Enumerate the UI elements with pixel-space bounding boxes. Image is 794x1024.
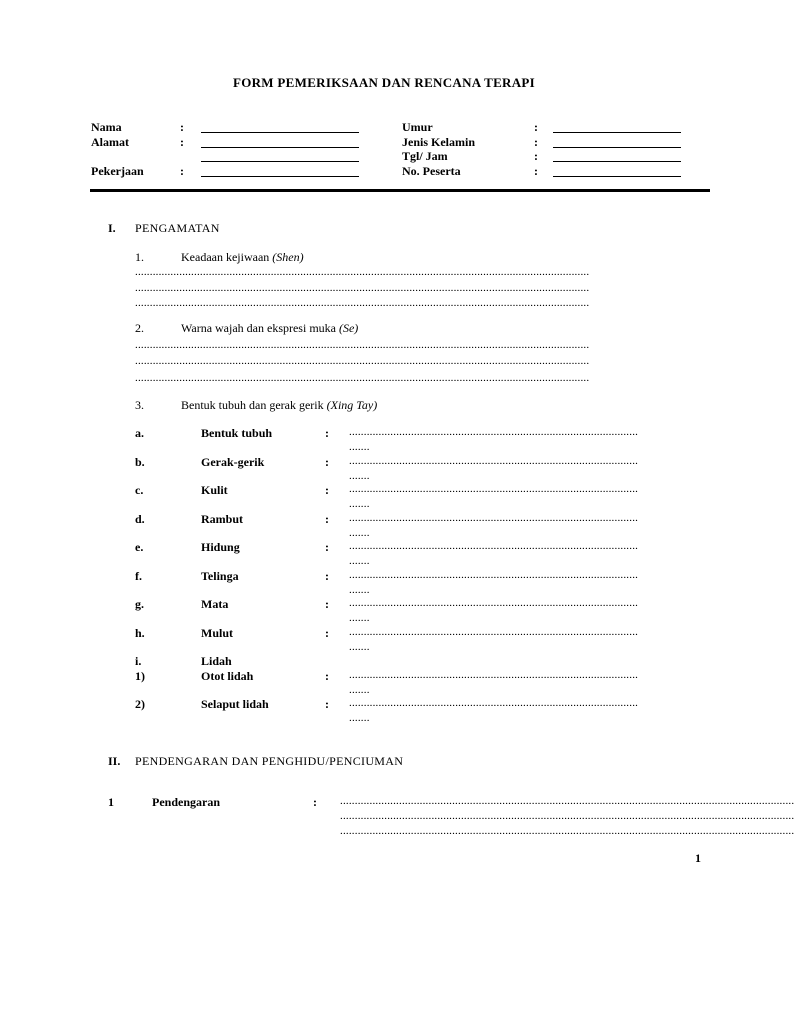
colon: :	[534, 135, 538, 149]
alamat-field-2[interactable]	[201, 161, 359, 162]
colon: :	[534, 164, 538, 178]
answer-line[interactable]: ..........................................................................................................................................................	[135, 266, 590, 278]
label-nama: Nama	[91, 120, 122, 134]
sub-letter: i.	[135, 654, 142, 668]
answer-line-cont[interactable]: .......	[349, 584, 370, 596]
answer-line[interactable]: ..................................................................................................	[349, 512, 639, 524]
item-3-label: Bentuk tubuh dan gerak gerik (Xing Tay)	[181, 398, 378, 412]
sub-label: Bentuk tubuh	[201, 426, 273, 440]
section-2-number: II.	[108, 754, 121, 768]
pekerjaan-field[interactable]	[201, 176, 359, 177]
answer-line[interactable]: ..................................................................................................	[349, 569, 639, 581]
answer-line-cont[interactable]: .......	[349, 555, 370, 567]
colon: :	[325, 426, 329, 440]
sub-label: Kulit	[201, 483, 228, 497]
sub-label: Mata	[201, 597, 229, 611]
answer-line-cont[interactable]: .......	[349, 612, 370, 624]
answer-line[interactable]: ..........................................................................................................................................................	[135, 372, 590, 384]
answer-line[interactable]: ..........................................................................................................................................................	[135, 297, 590, 309]
colon: :	[180, 135, 184, 149]
sub-letter: e.	[135, 540, 144, 554]
answer-line[interactable]: ..................................................................................................	[349, 540, 639, 552]
lidah-sub-label: Selaput lidah	[201, 697, 269, 711]
jenis-kelamin-field[interactable]	[553, 147, 681, 148]
colon: :	[180, 164, 184, 178]
colon: :	[325, 669, 329, 683]
colon: :	[325, 626, 329, 640]
alamat-field[interactable]	[201, 147, 359, 148]
label-alamat: Alamat	[91, 135, 129, 149]
answer-line[interactable]: ..................................................................................................	[349, 597, 639, 609]
tgl-jam-field[interactable]	[553, 161, 681, 162]
sub-letter: g.	[135, 597, 144, 611]
answer-line[interactable]: ..........................................................................................................................................................	[340, 825, 794, 837]
sub-label: Rambut	[201, 512, 244, 526]
label-pendengaran: Pendengaran	[152, 795, 221, 809]
form-title: FORM PEMERIKSAAN DAN RENCANA TERAPI	[232, 75, 536, 90]
answer-line[interactable]: ..................................................................................................	[349, 426, 639, 438]
answer-line-cont[interactable]: .......	[349, 441, 370, 453]
answer-line[interactable]: ..................................................................................................	[349, 455, 639, 467]
answer-line[interactable]: ..........................................................................................................................................................	[135, 282, 590, 294]
label-tgl-jam: Tgl/ Jam	[402, 149, 448, 163]
sub-letter: f.	[135, 569, 142, 583]
sub-letter: h.	[135, 626, 145, 640]
item-3-number: 3.	[135, 398, 144, 412]
colon: :	[325, 512, 329, 526]
section-1-title: PENGAMATAN	[135, 221, 220, 235]
colon: :	[325, 540, 329, 554]
colon: :	[325, 569, 329, 583]
answer-line-cont[interactable]: .......	[349, 712, 370, 724]
page-number: 1	[695, 851, 701, 865]
colon: :	[180, 120, 184, 134]
label-pekerjaan: Pekerjaan	[91, 164, 144, 178]
answer-line[interactable]: ..........................................................................................................................................................	[340, 810, 794, 822]
lidah-sub-number: 2)	[135, 697, 145, 711]
colon: :	[313, 795, 317, 809]
lidah-sub-label: Otot lidah	[201, 669, 254, 683]
colon: :	[325, 455, 329, 469]
sub-letter: d.	[135, 512, 145, 526]
sub-letter: c.	[135, 483, 144, 497]
answer-line-cont[interactable]: .......	[349, 684, 370, 696]
item-1-number: 1.	[135, 250, 144, 264]
sub-label: Mulut	[201, 626, 234, 640]
answer-line-cont[interactable]: .......	[349, 527, 370, 539]
colon: :	[534, 120, 538, 134]
answer-line[interactable]: ..................................................................................................	[349, 669, 639, 681]
answer-line[interactable]: ..........................................................................................................................................................	[340, 795, 794, 807]
answer-line[interactable]: ..................................................................................................	[349, 626, 639, 638]
answer-line-cont[interactable]: .......	[349, 498, 370, 510]
colon: :	[325, 597, 329, 611]
colon: :	[325, 697, 329, 711]
sub-letter: b.	[135, 455, 145, 469]
colon: :	[325, 483, 329, 497]
umur-field[interactable]	[553, 132, 681, 133]
answer-line[interactable]: ..........................................................................................................................................................	[135, 355, 590, 367]
answer-line[interactable]: ..................................................................................................	[349, 483, 639, 495]
item-2-number: 2.	[135, 321, 144, 335]
item-1-label: Keadaan kejiwaan (Shen)	[181, 250, 304, 264]
label-jenis-kelamin: Jenis Kelamin	[402, 135, 476, 149]
section-2-item-number: 1	[108, 795, 114, 809]
label-umur: Umur	[402, 120, 433, 134]
nama-field[interactable]	[201, 132, 359, 133]
header-divider	[90, 189, 710, 192]
answer-line-cont[interactable]: .......	[349, 641, 370, 653]
answer-line[interactable]: ..................................................................................................	[349, 697, 639, 709]
sub-label: Telinga	[201, 569, 239, 583]
answer-line[interactable]: ..........................................................................................................................................................	[135, 339, 590, 351]
sub-label-lidah: Lidah	[201, 654, 232, 668]
sub-label: Gerak-gerik	[201, 455, 265, 469]
answer-line-cont[interactable]: .......	[349, 470, 370, 482]
section-2-title: PENDENGARAN DAN PENGHIDU/PENCIUMAN	[135, 754, 404, 768]
label-no-peserta: No. Peserta	[402, 164, 461, 178]
item-2-label: Warna wajah dan ekspresi muka (Se)	[181, 321, 359, 335]
section-1-number: I.	[108, 221, 116, 235]
colon: :	[534, 149, 538, 163]
sub-label: Hidung	[201, 540, 240, 554]
lidah-sub-number: 1)	[135, 669, 145, 683]
no-peserta-field[interactable]	[553, 176, 681, 177]
sub-letter: a.	[135, 426, 144, 440]
